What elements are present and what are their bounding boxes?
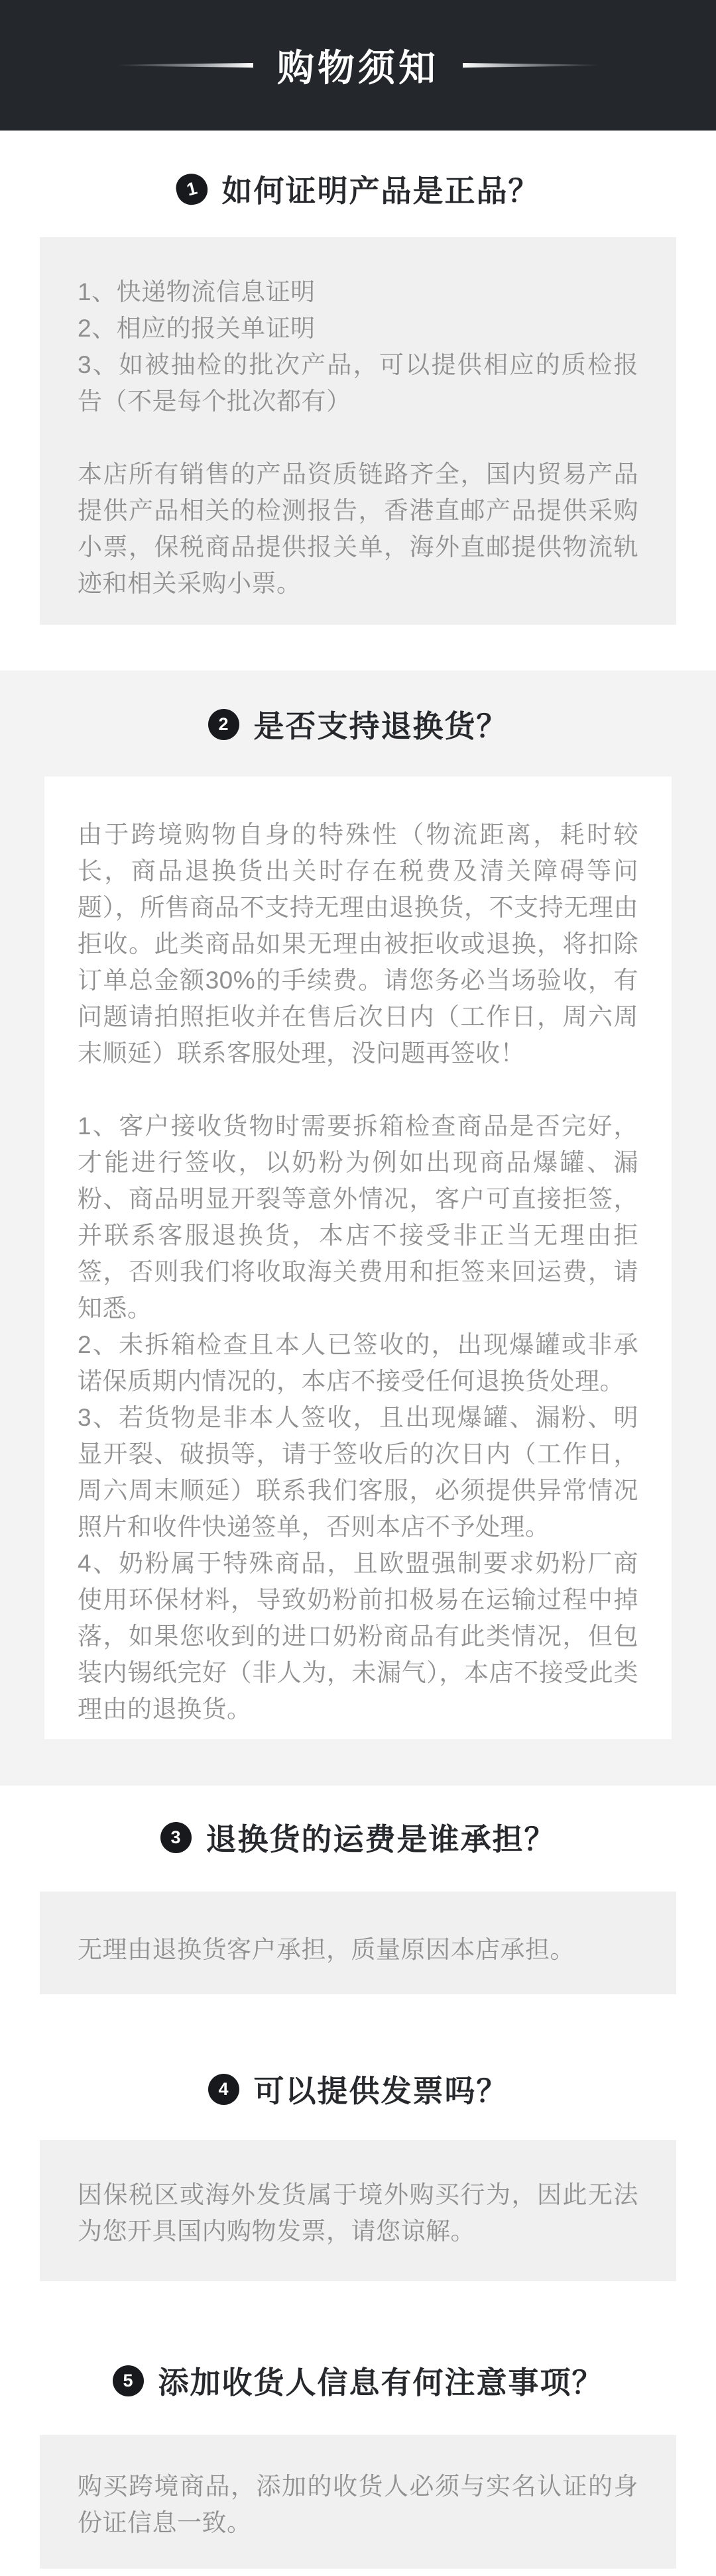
section-body-card xyxy=(44,777,672,1739)
section-invoice xyxy=(0,2070,716,2281)
section-title: 添加收货人信息有何注意事项？ xyxy=(158,2365,604,2400)
section-authenticity xyxy=(0,170,716,625)
section-title: 如何证明产品是正品？ xyxy=(221,174,540,208)
section-number-badge: 5 xyxy=(113,2365,144,2396)
body-paragraph: 由于跨境购物自身的特殊性（物流距离，耗时较长，商品退换货出关时存在税费及清关障碍等问题），所售商品不支持无理由退换货，不支持无理由拒收。此类商品如果无理由被拒收或退换，将扣除订单总金额30%的手续费。请您务必当场验收，有问题请拍照拒收并在售后次日内（工作日，周六周末顺延）联系客服处理，没问题再签收！ xyxy=(78,821,638,1067)
page-title: 购物须知 xyxy=(277,46,439,89)
section-heading-row xyxy=(0,706,716,743)
body-paragraph: 2、相应的报关单证明 xyxy=(78,315,316,342)
body-paragraph: 1、快递物流信息证明 xyxy=(78,278,316,305)
section-title: 是否支持退换货？ xyxy=(253,709,508,743)
section-returns-panel xyxy=(0,671,716,1786)
section-body-box xyxy=(40,1892,676,1994)
section-body-box xyxy=(40,2435,676,2569)
section-return-shipping-fee xyxy=(0,1819,716,1994)
section-number-badge: 4 xyxy=(208,2074,239,2105)
section-heading-row xyxy=(0,2362,716,2399)
body-paragraph: 3、如被抽检的批次产品，可以提供相应的质检报告（不是每个批次都有） xyxy=(78,351,638,415)
section-number-badge: 1 xyxy=(173,170,211,208)
body-paragraph: 因保税区或海外发货属于境外购买行为，因此无法为您开具国内购物发票，请您谅解。 xyxy=(78,2181,638,2245)
section-heading-row xyxy=(0,2070,716,2108)
section-recipient-info xyxy=(0,2362,716,2569)
body-paragraph: 购买跨境商品，添加的收货人必须与实名认证的身份证信息一致。 xyxy=(78,2473,638,2536)
section-title: 可以提供发票吗？ xyxy=(253,2074,508,2108)
section-heading-row xyxy=(0,1819,716,1856)
section-number-badge: 3 xyxy=(160,1822,192,1853)
section-title: 退换货的运费是谁承担？ xyxy=(206,1822,556,1856)
title-decoration-line-left xyxy=(117,63,253,68)
section-body-box xyxy=(40,237,676,625)
title-decoration-line-right xyxy=(463,63,599,68)
body-paragraph: 3、若货物是非本人签收，且出现爆罐、漏粉、明显开裂、破损等，请于签收后的次日内（工作日，周六周末顺延）联系我们客服，必须提供异常情况照片和收件快递签单，否则本店不予处理。 xyxy=(78,1404,638,1540)
section-number-badge: 2 xyxy=(208,709,239,740)
body-paragraph: 4、奶粉属于特殊商品，且欧盟强制要求奶粉厂商使用环保材料，导致奶粉前扣极易在运输过程中掉落，如果您收到的进口奶粉商品有此类情况，但包装内锡纸完好（非人为，未漏气），本店不接受此类理由的退换货。 xyxy=(78,1550,638,1723)
section-body-box xyxy=(40,2140,676,2281)
body-paragraph: 无理由退换货客户承担，质量原因本店承担。 xyxy=(78,1936,575,1963)
body-paragraph: 1、客户接收货物时需要拆箱检查商品是否完好，才能进行签收，以奶粉为例如出现商品爆罐、漏粉、商品明显开裂等意外情况，客户可直接拒签，并联系客服退换货，本店不接受非正当无理由拒签，否则我们将收取海关费用和拒签来回运费，请知悉。 xyxy=(78,1112,638,1322)
body-paragraph: 本店所有销售的产品资质链路齐全，国内贸易产品提供产品相关的检测报告，香港直邮产品提供采购小票，保税商品提供报关单，海外直邮提供物流轨迹和相关采购小票。 xyxy=(78,460,638,597)
body-paragraph: 2、未拆箱检查且本人已签收的，出现爆罐或非承诺保质期内情况的，本店不接受任何退换货处理。 xyxy=(78,1331,638,1395)
page-header xyxy=(0,0,716,131)
section-heading-row xyxy=(0,170,716,207)
